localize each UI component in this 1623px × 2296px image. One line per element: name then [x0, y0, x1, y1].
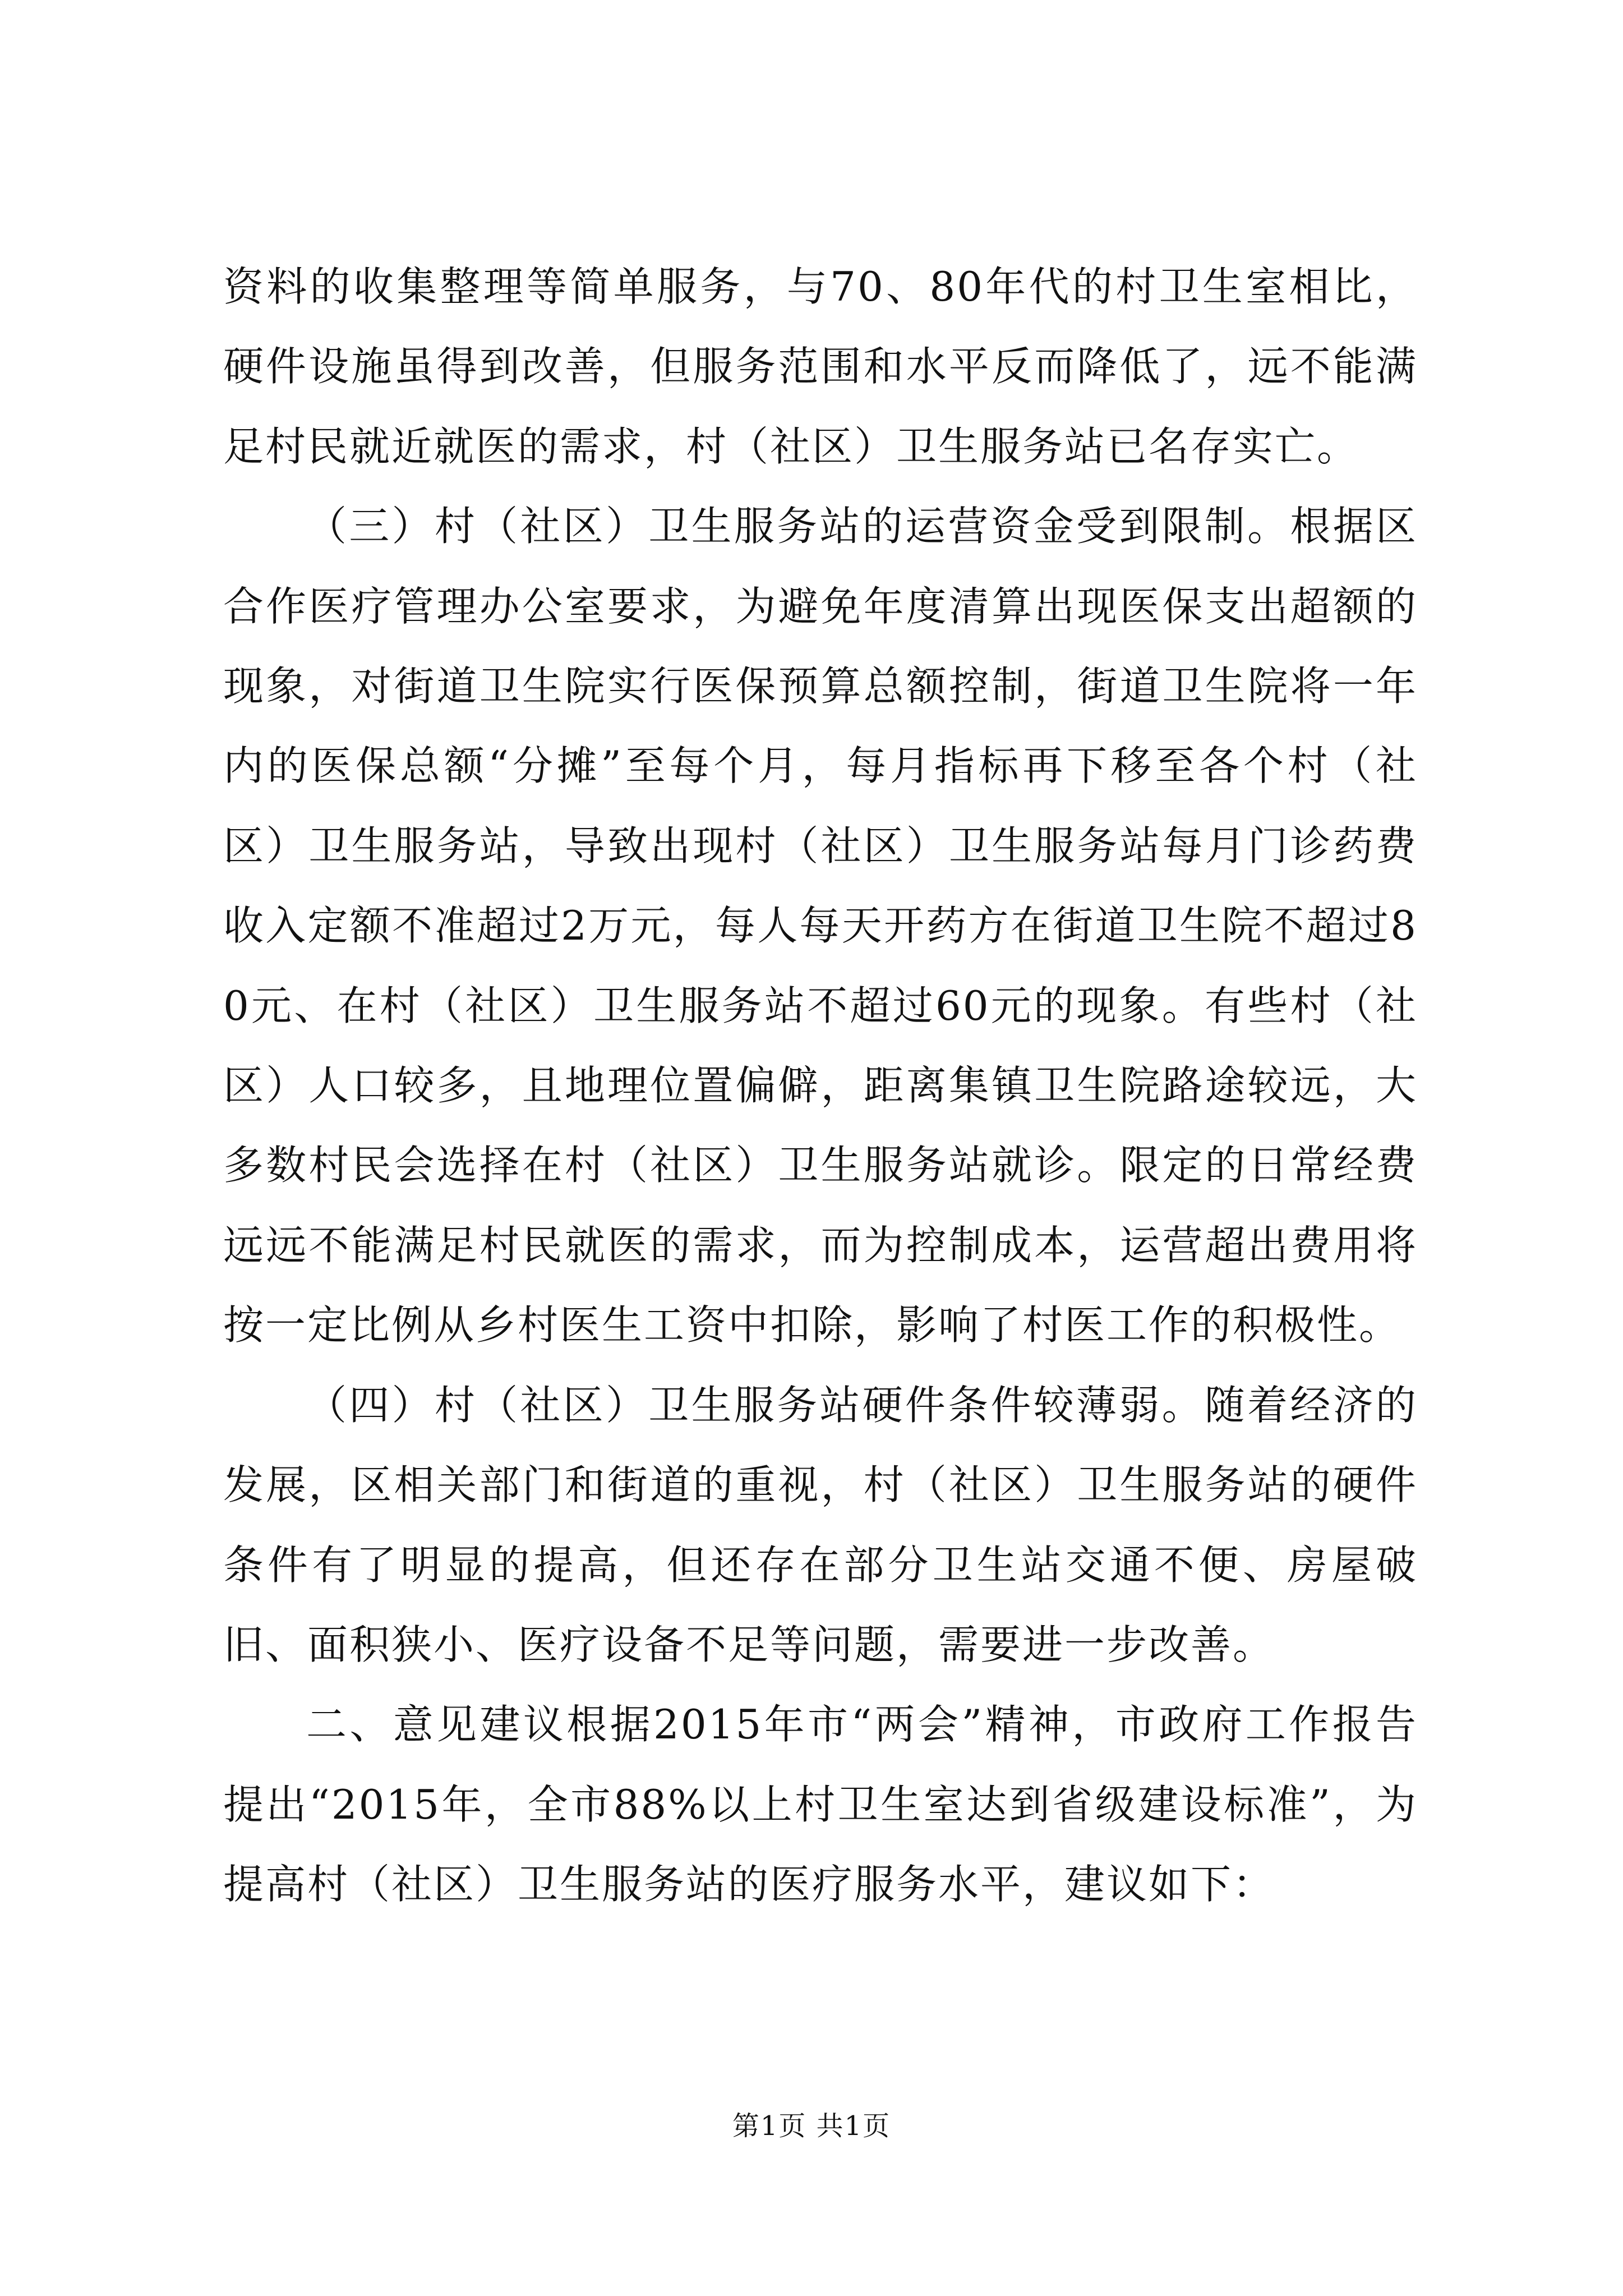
paragraph-suggestions: 二、意见建议根据2015年市“两会”精神，市政府工作报告提出“2015年，全市88%以上村卫生室达到省级建设标准”，为提高村（社区）卫生服务站的医疗服务水平，建议如下：	[223, 1701, 1418, 1908]
paragraph-hardware-conditions: （四）村（社区）卫生服务站硬件条件较薄弱。随着经济的发展，区相关部门和街道的重视，村（社区）卫生服务站的硬件条件有了明显的提高，但还存在部分卫生站交通不便、房屋破旧、面积狭小、医疗设备不足等问题，需要进一步改善。	[223, 1381, 1418, 1668]
page-footer	[0, 2109, 1623, 2143]
page-number-label: 第1页 共1页	[732, 2110, 891, 2142]
paragraph-funding-limits: （三）村（社区）卫生服务站的运营资金受到限制。根据区合作医疗管理办公室要求，为避免年度清算出现医保支出超额的现象，对街道卫生院实行医保预算总额控制，街道卫生院将一年内的医保总额“分摊”至每个月，每月指标再下移至各个村（社区）卫生服务站，导致出现村（社区）卫生服务站每月门诊药费收入定额不准超过2万元，每人每天开药方在街道卫生院不超过80元、在村（社区）卫生服务站不超过60元的现象。有些村（社区）人口较多，且地理位置偏僻，距离集镇卫生院路途较远，大多数村民会选择在村（社区）卫生服务站就诊。限定的日常经费远远不能满足村民就医的需求，而为控制成本，运营超出费用将按一定比例从乡村医生工资中扣除，影响了村医工作的积极性。	[223, 503, 1418, 1349]
paragraph-continuation: 资料的收集整理等简单服务，与70、80年代的村卫生室相比，硬件设施虽得到改善，但服务范围和水平反而降低了，远不能满足村民就近就医的需求，村（社区）卫生服务站已名存实亡。	[223, 263, 1418, 470]
document-body	[223, 247, 1418, 1925]
